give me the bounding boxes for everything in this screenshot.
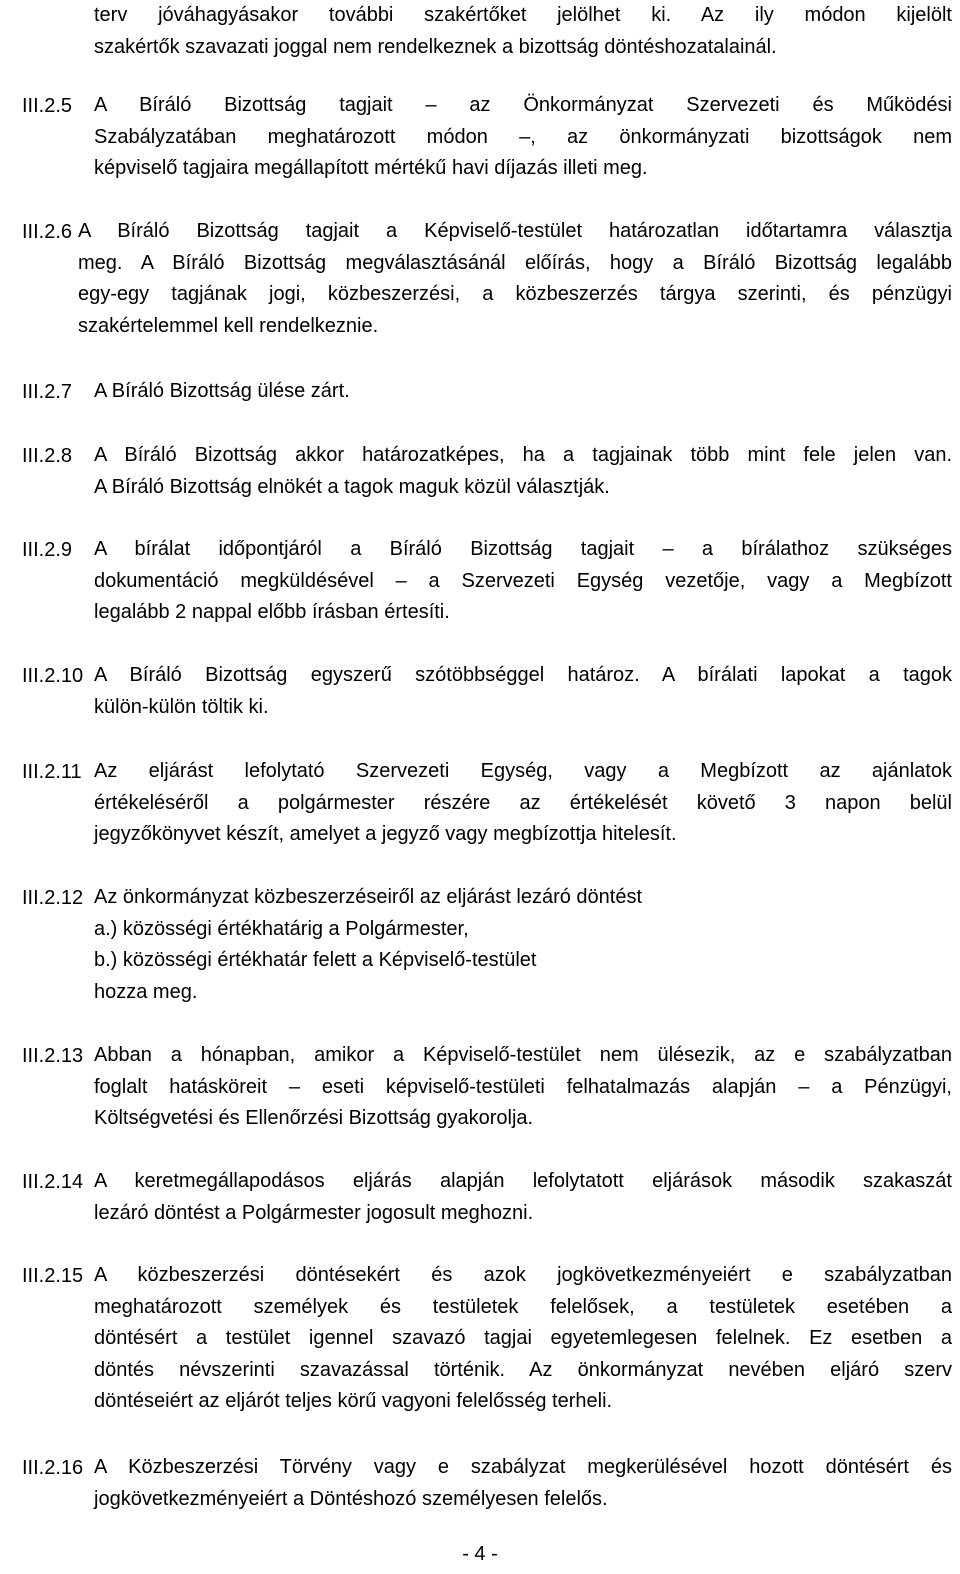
paragraph-text — [94, 0, 952, 63]
text-line: A keretmegállapodásos eljárás alapján lefolytatott eljárások második szakaszát — [94, 1170, 952, 1192]
paragraph-text — [94, 660, 952, 723]
text-line: A bírálat időpontjáról a Bíráló Bizottság tagjait – a bírálathoz szükséges — [94, 538, 952, 560]
text-line: egy-egy tagjának jogi, közbeszerzési, a közbeszerzés tárgya szerinti, és pénzügyi — [78, 283, 952, 305]
paragraph-number: III.2.6 — [22, 221, 73, 243]
text-line: Abban a hónapban, amikor a Képviselő-testület nem ülésezik, az e szabályzatban — [94, 1044, 952, 1066]
text-line: meghatározott személyek és testületek felelősek, a testületek esetében a — [94, 1295, 952, 1318]
text-line: külön-külön töltik ki. — [94, 695, 269, 718]
text-line: Költségvetési és Ellenőrzési Bizottság gyakorolja. — [94, 1107, 534, 1129]
text-line: Szabályzatában meghatározott módon –, az önkormányzati bizottságok nem — [94, 125, 952, 148]
paragraph-number: III.2.9 — [22, 539, 73, 561]
text-line: döntés névszerinti szavazással történik. Az önkormányzat nevében eljáró szerv — [94, 1358, 952, 1381]
text-line: legalább 2 nappal előbb írásban értesíti. — [94, 601, 450, 623]
paragraph-number: III.2.10 — [22, 665, 84, 687]
paragraph-text — [94, 376, 952, 408]
paragraph-number: III.2.14 — [22, 1171, 84, 1193]
page-number: - 4 - — [462, 1543, 498, 1565]
text-line: értékeléséről a polgármester részére az értékelését követő 3 napon belül — [94, 791, 952, 814]
text-line: képviselő tagjaira megállapított mértékű havi díjazás illeti meg. — [94, 157, 648, 179]
paragraph-number: III.2.11 — [22, 761, 82, 783]
paragraph-text — [94, 90, 952, 185]
text-line: terv jóváhagyásakor további szakértőket jelölhet ki. Az ily módon kijelölt — [94, 4, 952, 26]
paragraph-text — [94, 1452, 952, 1515]
paragraph-number: III.2.8 — [22, 445, 73, 467]
text-line: a.) közösségi értékhatárig a Polgármester, — [94, 917, 469, 940]
paragraph-text — [94, 882, 952, 1008]
text-line: A Bíráló Bizottság egyszerű szótöbbséggel határoz. A bírálati lapokat a tagok — [94, 664, 952, 686]
paragraph-text — [94, 756, 952, 851]
text-line: döntésért a testület igennel szavazó tagjai egyetemlegesen felelnek. Ez esetben a — [94, 1327, 952, 1349]
paragraph-text — [94, 534, 952, 629]
text-line: jegyzőkönyvet készít, amelyet a jegyző vagy megbízottja hitelesít. — [94, 823, 677, 845]
text-line: A Bíráló Bizottság tagjait a Képviselő-testület határozatlan időtartamra választja — [78, 220, 952, 242]
text-line: A közbeszerzési döntésekért és azok jogkövetkezményeiért e szabályzatban — [94, 1264, 952, 1286]
paragraph-number: III.2.5 — [22, 95, 73, 117]
text-line: Az önkormányzat közbeszerzéseiről az eljárást lezáró döntést — [94, 886, 643, 908]
text-line: lezáró döntést a Polgármester jogosult meghozni. — [94, 1201, 534, 1224]
text-line: meg. A Bíráló Bizottság megválasztásánál előírás, hogy a Bíráló Bizottság legalább — [78, 251, 952, 274]
text-line: A Bíráló Bizottság ülése zárt. — [94, 380, 350, 402]
text-line: foglalt hatásköreit – eseti képviselő-testületi felhatalmazás alapján – a Pénzügyi, — [94, 1075, 952, 1098]
paragraph-number: III.2.15 — [22, 1265, 84, 1287]
text-line: szakértők szavazati joggal nem rendelkeznek a bizottság döntéshozatalainál. — [94, 35, 777, 58]
text-line: A Bíráló Bizottság tagjait – az Önkormányzat Szervezeti és Működési — [94, 94, 952, 116]
paragraph-text — [94, 1260, 952, 1418]
text-line: jogkövetkezményeiért a Döntéshozó személyesen felelős. — [94, 1487, 608, 1510]
text-line: döntéseiért az eljárót teljes körű vagyoni felelősség terheli. — [94, 1390, 613, 1412]
text-line: dokumentáció megküldésével – a Szervezeti Egység vezetője, vagy a Megbízott — [94, 569, 952, 592]
paragraph-text — [94, 1166, 952, 1229]
text-line: A Bíráló Bizottság akkor határozatképes, ha a tagjainak több mint fele jelen van. — [94, 444, 952, 466]
text-line: hozza meg. — [94, 980, 198, 1003]
paragraph-text — [78, 216, 952, 342]
text-line: szakértelemmel kell rendelkeznie. — [78, 314, 379, 337]
paragraph-text — [94, 440, 952, 503]
text-line: b.) közösségi értékhatár felett a Képviselő-testület — [94, 949, 537, 971]
text-line: A Bíráló Bizottság elnökét a tagok maguk közül választják. — [94, 475, 610, 498]
paragraph-number: III.2.7 — [22, 381, 73, 403]
paragraph-number: III.2.12 — [22, 887, 84, 909]
paragraph-text — [94, 1040, 952, 1135]
text-line: A Közbeszerzési Törvény vagy e szabályzat megkerülésével hozott döntésért és — [94, 1456, 952, 1478]
paragraph-number: III.2.13 — [22, 1045, 84, 1067]
paragraph-number: III.2.16 — [22, 1457, 84, 1479]
text-line: Az eljárást lefolytató Szervezeti Egység, vagy a Megbízott az ajánlatok — [94, 760, 952, 782]
